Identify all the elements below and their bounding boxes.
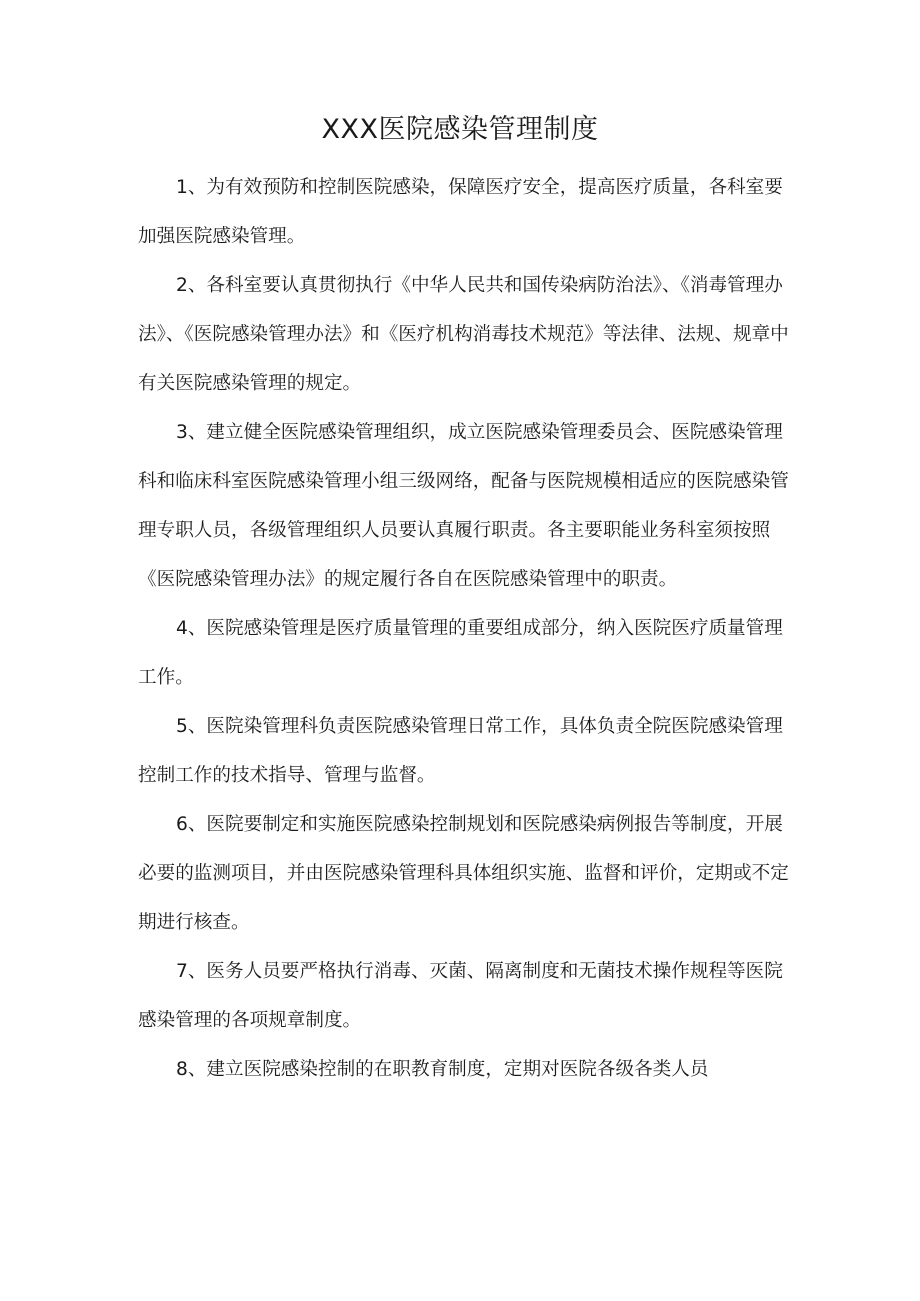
- paragraph-8: 8、建立医院感染控制的在职教育制度，定期对医院各级各类人员: [176, 1059, 709, 1080]
- document-title: XXX医院感染管理制度: [321, 114, 599, 145]
- paragraph-2: 2、各科室要认真贯彻执行《中华人民共和国传染病防治法》、《消毒管理办法》、《医院感染管理办法》和《医疗机构消毒技术规范》等法律、法规、规章中有关医院感染管理的规定。: [138, 275, 789, 394]
- paragraph-5: 5、医院染管理科负责医院感染管理日常工作，具体负责全院医院感染管理控制工作的技术指导、管理与监督。: [138, 716, 783, 786]
- paragraph-6: 6、医院要制定和实施医院感染控制规划和医院感染病例报告等制度，开展必要的监测项目，并由医院感染管理科具体组织实施、监督和评价，定期或不定期进行核查。: [138, 814, 789, 933]
- paragraph-4: 4、医院感染管理是医疗质量管理的重要组成部分，纳入医院医疗质量管理工作。: [138, 618, 783, 688]
- document-body: [138, 163, 794, 1094]
- paragraph-1: 1、为有效预防和控制医院感染，保障医疗安全，提高医疗质量，各科室要加强医院感染管理。: [138, 177, 783, 247]
- paragraph-7: 7、医务人员要严格执行消毒、灭菌、隔离制度和无菌技术操作规程等医院感染管理的各项规章制度。: [138, 961, 783, 1031]
- paragraph-3: 3、建立健全医院感染管理组织，成立医院感染管理委员会、医院感染管理科和临床科室医院感染管理小组三级网络，配备与医院规模相适应的医院感染管理专职人员，各级管理组织人员要认真履行职责。各主要职能业务科室须按照《医院感染管理办法》的规定履行各自在医院感染管理中的职责。: [138, 422, 789, 590]
